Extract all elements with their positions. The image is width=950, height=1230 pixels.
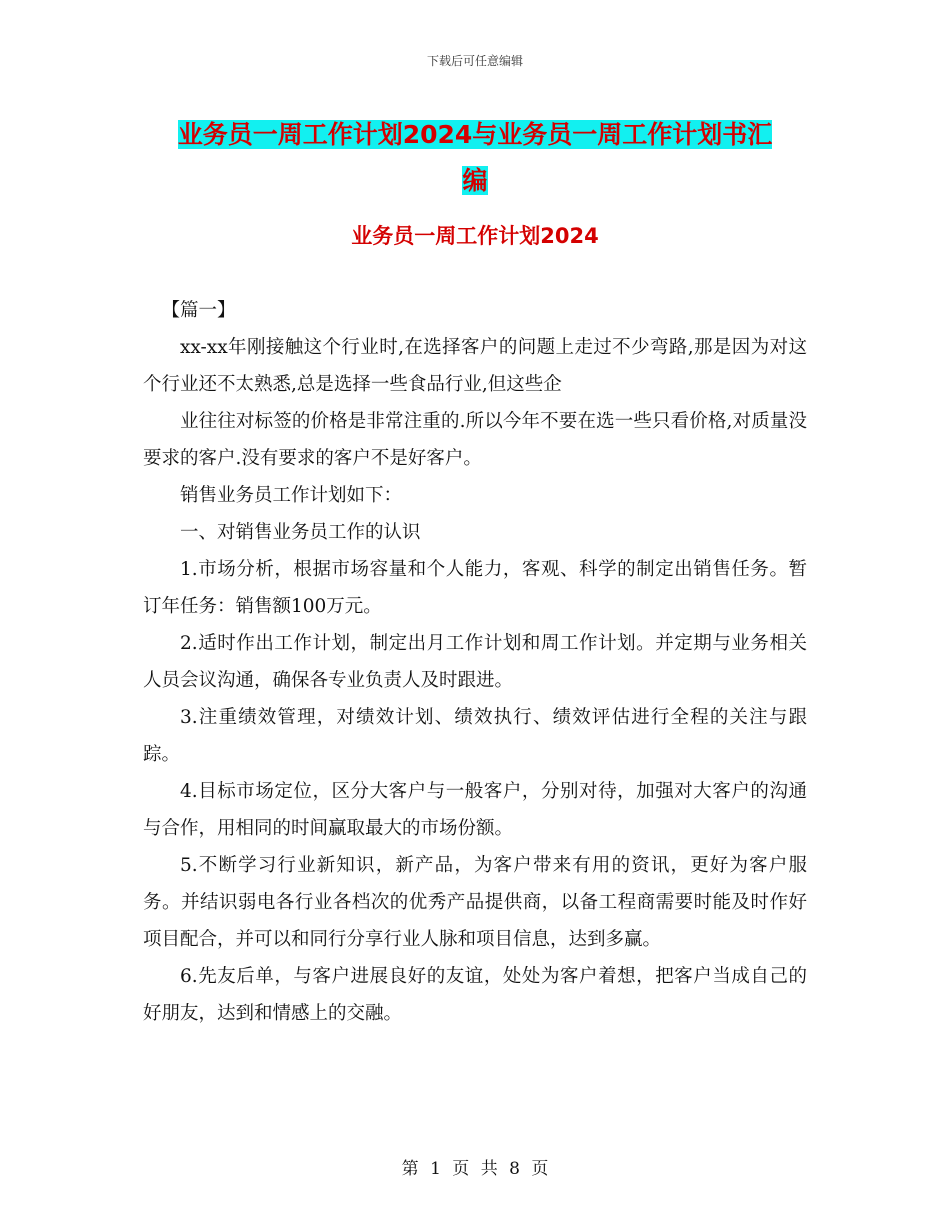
header-note: 下载后可任意编辑 <box>426 54 523 68</box>
document-title-line-2: 编 <box>462 166 488 195</box>
section-title: 业务员一周工作计划2024 <box>351 224 599 248</box>
paragraph-section-label: 【篇一】 <box>161 300 236 321</box>
document-title <box>140 112 810 204</box>
list-item: 3.注重绩效管理，对绩效计划、绩效执行、绩效评估进行全程的关注与跟踪。 <box>143 707 807 765</box>
list-item: 4.目标市场定位，区分大客户与一般客户，分别对待，加强对大客户的沟通与合作，用相同的时间赢取最大的市场份额。 <box>143 781 807 839</box>
list-item: 1.市场分析，根据市场容量和个人能力，客观、科学的制定出销售任务。暂订年任务：销售额100万元。 <box>143 559 807 617</box>
list-item: 6.先友后单，与客户进展良好的友谊，处处为客户着想，把客户当成自己的好朋友，达到和情感上的交融。 <box>143 966 807 1024</box>
paragraph: 业往往对标签的价格是非常注重的.所以今年不要在选一些只看价格,对质量没要求的客户.没有要求的客户不是好客户。 <box>143 411 807 469</box>
body-text <box>143 292 807 1032</box>
list-item: 5.不断学习行业新知识，新产品，为客户带来有用的资讯，更好为客户服务。并结识弱电各行业各档次的优秀产品提供商，以备工程商需要时能及时作好项目配合，并可以和同行分享行业人脉和项目信息，达到多赢。 <box>143 855 807 950</box>
paragraph: xx-xx年刚接触这个行业时,在选择客户的问题上走过不少弯路,那是因为对这个行业还不太熟悉,总是选择一些食品行业,但这些企 <box>143 337 807 395</box>
page-footer: 第 1 页 共 8 页 <box>401 1159 549 1179</box>
paragraph-heading: 一、对销售业务员工作的认识 <box>180 522 421 543</box>
document-title-line-1: 业务员一周工作计划2024与业务员一周工作计划书汇 <box>177 120 773 149</box>
paragraph: 销售业务员工作计划如下： <box>180 485 403 506</box>
list-item: 2.适时作出工作计划，制定出月工作计划和周工作计划。并定期与业务相关人员会议沟通，确保各专业负责人及时跟进。 <box>143 633 807 691</box>
